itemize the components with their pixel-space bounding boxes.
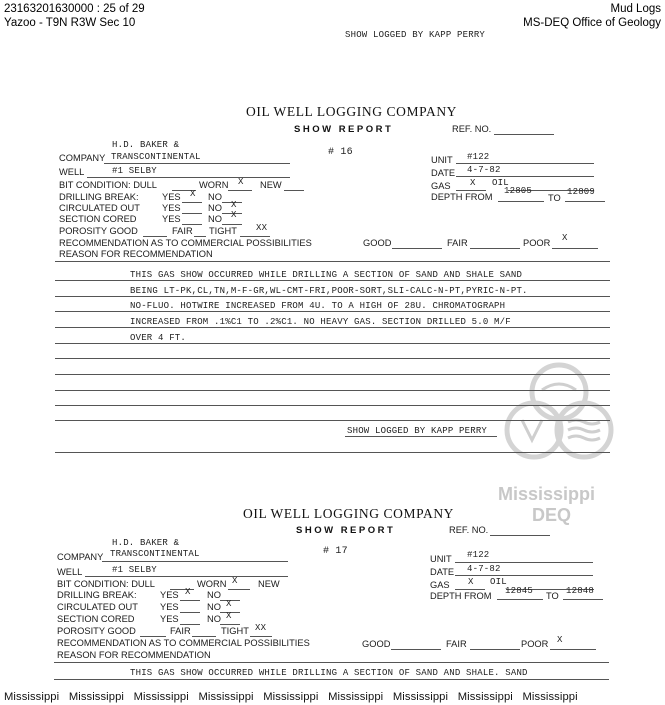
unit-label: UNIT [431,155,453,165]
date-label: DATE [431,168,456,178]
depth-from-value: 12845 [505,586,534,596]
footer-watermark-item: Mississippi [263,691,319,703]
yes-label: YES [160,614,179,624]
ref-no-label: REF. NO. [449,525,489,535]
tight-mark: XX [255,623,267,633]
date-label: DATE [430,567,455,577]
good-label: GOOD [363,238,392,248]
fair-label: FAIR [446,639,467,649]
company-value: TRANSCONTINENTAL [110,549,200,559]
ref-no-label: REF. NO. [452,124,492,134]
new-label: NEW [258,579,280,589]
circulated-out-label: CIRCULATED OUT [57,602,138,612]
circulated-out-label: CIRCULATED OUT [59,203,140,213]
watermark-text: Mississippi [498,484,596,504]
footer-watermark-item: Mississippi [328,691,384,703]
company-title: OIL WELL LOGGING COMPANY [246,104,458,119]
oil-label: OIL [490,577,507,587]
good-label: GOOD [362,639,391,649]
top-logged-by: SHOW LOGGED BY KAPP PERRY [345,30,486,40]
location-label: Yazoo - T9N R3W Sec 10 [4,17,136,29]
circulated-out-no-mark: X [231,200,237,210]
unit-label: UNIT [430,554,452,564]
company-label: COMPANY [57,552,104,562]
footer-watermark-item: Mississippi [4,691,60,703]
depth-from-label: DEPTH FROM [431,192,493,202]
poor-label: POOR [523,238,551,248]
no-label: NO [207,614,221,624]
show-number: # 17 [323,546,348,557]
report-title: SHOW REPORT [294,124,394,135]
footer-watermark-item: Mississippi [457,691,513,703]
tight-label: TIGHT [209,226,237,236]
narrative-line: THIS GAS SHOW OCCURRED WHILE DRILLING A SECTION OF SAND AND SHALE SAND [130,270,523,280]
gas-label: GAS [430,580,450,590]
footer-watermark-item: Mississippi [392,691,449,703]
no-label: NO [208,203,222,213]
yes-label: YES [162,203,181,213]
depth-to-label: TO [548,193,561,203]
no-label: NO [208,214,222,224]
yes-label: YES [162,192,181,202]
worn-mark: X [238,177,244,187]
document-type: Mud Logs [610,3,661,15]
depth-from-value: 12805 [504,186,533,196]
report-title: SHOW REPORT [296,525,396,536]
gas-label: GAS [431,181,451,191]
yes-label: YES [162,214,181,224]
poor-mark: X [557,635,563,645]
oil-label: OIL [492,178,509,188]
gas-mark: X [468,577,474,587]
date-value: 4-7-82 [467,165,501,175]
yes-label: YES [160,590,179,600]
narrative-line: THIS GAS SHOW OCCURRED WHILE DRILLING A SECTION OF SAND AND SHALE. SAND [130,668,528,678]
company-label: COMPANY [59,153,106,163]
depth-to-label: TO [546,591,559,601]
agency-label: MS-DEQ Office of Geology [523,17,661,29]
circulated-out-no-mark: X [226,599,232,609]
no-label: NO [207,590,221,600]
new-label: NEW [260,180,282,190]
unit-value: #122 [467,550,490,560]
logged-by: SHOW LOGGED BY KAPP PERRY [347,426,488,436]
porosity-label: POROSITY GOOD [57,626,136,636]
poor-label: POOR [521,639,549,649]
fair-label: FAIR [447,238,468,248]
well-value: #1 SELBY [112,565,157,575]
drilling-break-label: DRILLING BREAK: [59,192,139,202]
company-name-line1: H.D. BAKER & [112,538,180,548]
section-cored-no-mark: X [226,611,232,621]
well-label: WELL [57,567,83,577]
worn-label: WORN [199,180,229,190]
drilling-break-yes-mark: X [190,189,196,199]
drilling-break-yes-mark: X [185,587,191,597]
show-number: # 16 [328,147,353,158]
reason-label: REASON FOR RECOMMENDATION [59,249,213,259]
narrative-line: OVER 4 FT. [130,333,187,343]
porosity-label: POROSITY GOOD [59,226,138,236]
drilling-break-label: DRILLING BREAK: [57,590,137,600]
date-value: 4-7-82 [467,564,501,574]
document-id: 23163201630000 : 25 of 29 [4,3,145,15]
company-title: OIL WELL LOGGING COMPANY [243,506,455,521]
narrative-line: INCREASED FROM .1%C1 TO .2%C1. NO HEAVY GAS. SECTION DRILLED 5.0 M/F [130,317,511,327]
section-cored-no-mark: X [231,210,237,220]
footer-watermark-item: Mississippi [133,691,189,703]
company-name-line1: H.D. BAKER & [112,140,180,150]
mdeq-logo-icon [494,360,624,500]
gas-mark: X [470,178,476,188]
tight-label: TIGHT [221,626,249,636]
section-cored-label: SECTION CORED [59,214,137,224]
yes-label: YES [160,602,179,612]
unit-value: #122 [467,152,490,162]
footer-watermark-item: Mississippi [522,691,578,703]
fair-label: FAIR [170,626,191,636]
no-label: NO [207,602,221,612]
watermark-text-deq: DEQ [532,505,572,525]
tight-mark: XX [256,223,268,233]
well-label: WELL [59,167,85,177]
depth-to-value: 12809 [567,187,596,197]
company-value: TRANSCONTINENTAL [111,152,201,162]
narrative-line: NO-FLUO. HOTWIRE INCREASED FROM 4U. TO A HIGH OF 28U. CHROMATOGRAPH [130,301,506,311]
footer-watermark [4,691,578,703]
narrative-line: BEING LT-PK,CL,TN,M-F-GR,WL-CMT-FRI,POOR-SORT,SLI-CALC-N-PT,PYRIC-N-PT. [130,286,528,296]
worn-label: WORN [197,579,227,589]
no-label: NO [208,192,222,202]
poor-mark: X [562,233,568,243]
recommendation-label: RECOMMENDATION AS TO COMMERCIAL POSSIBILITIES [59,238,312,248]
worn-mark: X [232,576,238,586]
bit-condition-label: BIT CONDITION: DULL [57,579,155,589]
footer-watermark-item: Mississippi [198,691,254,703]
reason-label: REASON FOR RECOMMENDATION [57,650,211,660]
recommendation-label: RECOMMENDATION AS TO COMMERCIAL POSSIBILITIES [57,638,310,648]
section-cored-label: SECTION CORED [57,614,135,624]
depth-to-value: 12848 [566,586,595,596]
well-value: #1 SELBY [112,166,157,176]
fair-label: FAIR [172,226,193,236]
footer-watermark-item: Mississippi [68,691,124,703]
bit-condition-label: BIT CONDITION: DULL [59,180,157,190]
depth-from-label: DEPTH FROM [430,591,492,601]
